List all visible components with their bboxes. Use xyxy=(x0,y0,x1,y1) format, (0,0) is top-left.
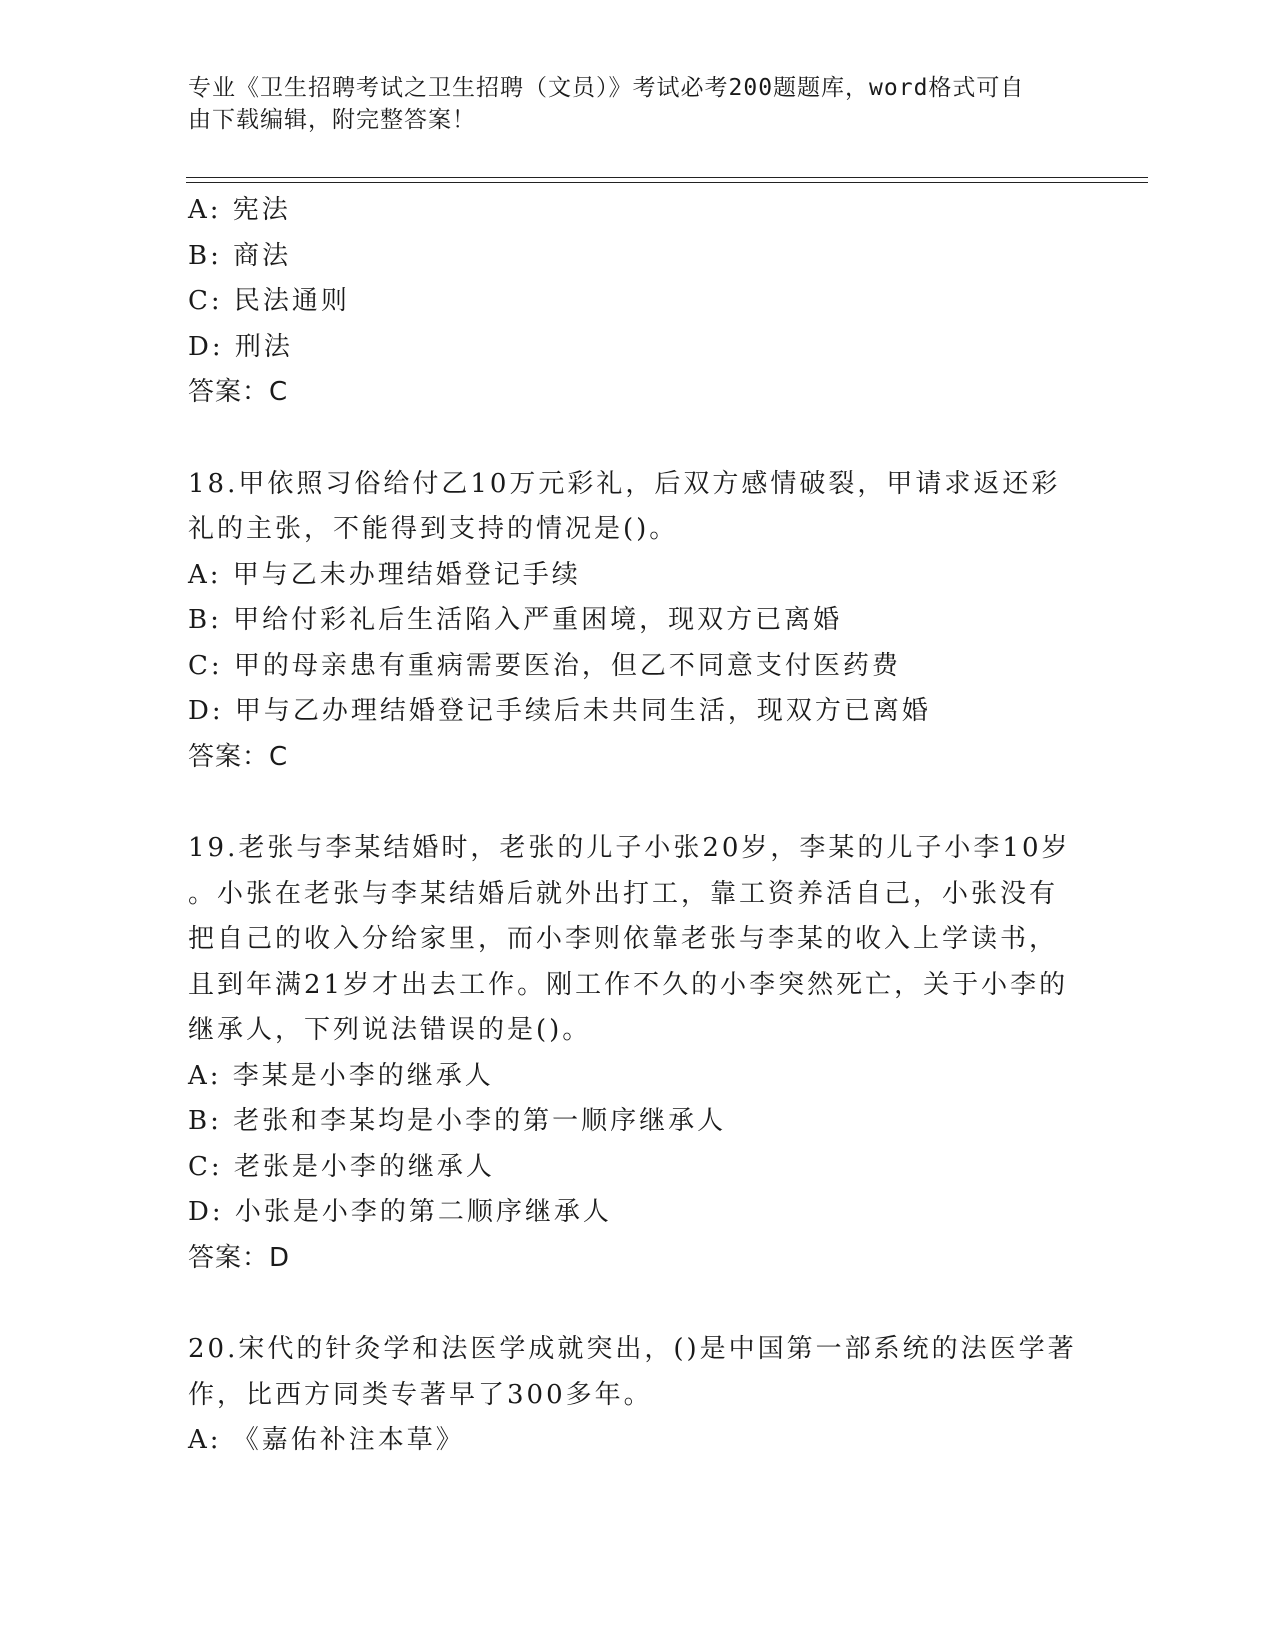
option-c: C: 甲的母亲患有重病需要医治，但乙不同意支付医药费 xyxy=(188,650,901,681)
question-stem-line: 礼的主张，不能得到支持的情况是()。 xyxy=(188,514,679,544)
question-stem-line: 作，比西方同类专著早了300多年。 xyxy=(188,1379,653,1410)
option-b: B: 商法 xyxy=(188,240,292,271)
question-stem-line: 18.甲依照习俗给付乙10万元彩礼，后双方感情破裂，甲请求返还彩 xyxy=(188,468,1061,499)
question-20 xyxy=(188,1327,1088,1464)
question-stem-line: 19.老张与李某结婚时，老张的儿子小张20岁，李某的儿子小李10岁 xyxy=(188,833,1071,863)
option-d: D: 小张是小李的第二顺序继承人 xyxy=(188,1197,612,1227)
question-content xyxy=(188,188,1088,1464)
question-stem-line: 。小张在老张与李某结婚后就外出打工，靠工资养活自己，小张没有 xyxy=(188,878,1059,909)
option-a: A: 李某是小李的继承人 xyxy=(188,1060,494,1091)
header-line-2: 由下载编辑，附完整答案！ xyxy=(188,107,476,133)
question-17 xyxy=(188,188,1088,416)
option-c: C: 民法通则 xyxy=(188,286,350,316)
answer: 答案：C xyxy=(188,741,289,772)
document-header xyxy=(188,72,1068,136)
question-18 xyxy=(188,462,1088,781)
answer: 答案：C xyxy=(188,377,289,407)
option-a: A: 宪法 xyxy=(188,195,291,225)
question-stem-line: 继承人，下列说法错误的是()。 xyxy=(188,1015,592,1045)
question-stem-line: 20.宋代的针灸学和法医学成就突出，()是中国第一部系统的法医学著 xyxy=(188,1334,1077,1364)
header-divider-bottom xyxy=(186,182,1148,183)
option-d: D: 甲与乙办理结婚登记手续后未共同生活，现双方已离婚 xyxy=(188,696,931,726)
option-a: A: 《嘉佑补注本草》 xyxy=(188,1425,465,1455)
header-line-1: 专业《卫生招聘考试之卫生招聘（文员）》考试必考200题题库，word格式可自 xyxy=(188,75,1025,101)
header-divider-top xyxy=(186,177,1148,178)
question-stem-line: 把自己的收入分给家里，而小李则依靠老张与李某的收入上学读书， xyxy=(188,924,1059,954)
option-b: B: 甲给付彩礼后生活陷入严重困境，现双方已离婚 xyxy=(188,605,843,635)
option-d: D: 刑法 xyxy=(188,331,293,362)
option-c: C: 老张是小李的继承人 xyxy=(188,1151,495,1182)
option-a: A: 甲与乙未办理结婚登记手续 xyxy=(188,559,581,590)
question-19 xyxy=(188,826,1088,1281)
option-b: B: 老张和李某均是小李的第一顺序继承人 xyxy=(188,1106,727,1136)
answer: 答案：D xyxy=(188,1242,291,1273)
question-stem-line: 且到年满21岁才出去工作。刚工作不久的小李突然死亡，关于小李的 xyxy=(188,969,1069,1000)
